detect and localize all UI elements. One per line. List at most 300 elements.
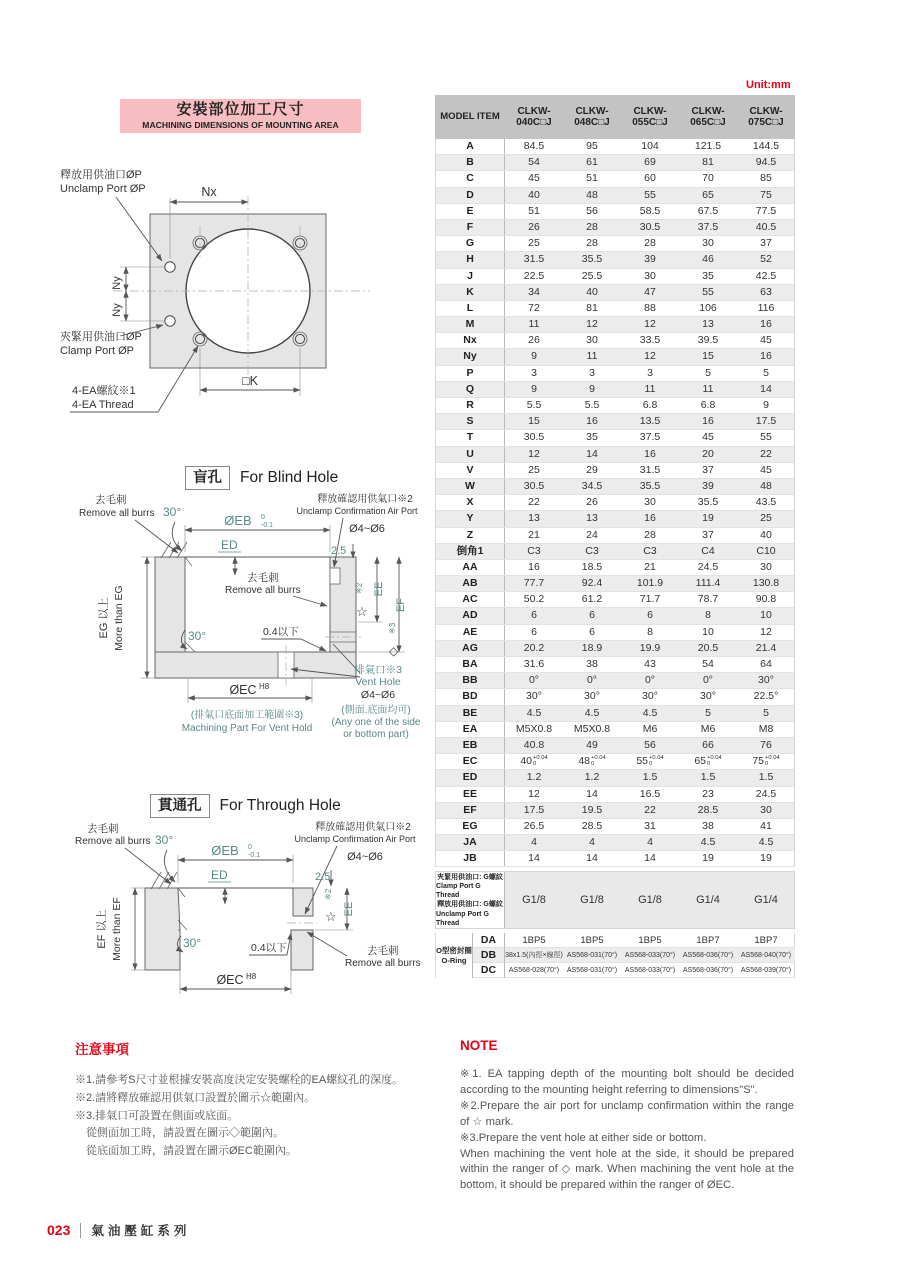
row-value: 12: [760, 625, 772, 638]
note-line-zh: 從底面加工時，請設置在圖示ØEC範圍內。: [75, 1145, 297, 1158]
row-value: 43: [644, 658, 656, 670]
svg-text:Ny: Ny: [111, 276, 123, 290]
row-value: 13: [528, 512, 540, 525]
row-value: 25.5: [581, 269, 603, 282]
row-value: 37: [702, 463, 714, 476]
svg-text:2.5: 2.5: [331, 545, 347, 557]
oring-row-value: 1BP5: [621, 933, 679, 948]
row-value: 18.9: [581, 641, 603, 654]
row-value: 19.9: [639, 641, 661, 654]
angle-30-bottom: [177, 936, 201, 952]
svg-text:More than EF: More than EF: [111, 897, 123, 961]
row-value: 40.8: [523, 738, 545, 751]
svg-text:ED: ED: [221, 538, 238, 552]
row-value: 54: [702, 658, 714, 670]
svg-text:Remove all burrs: Remove all burrs: [75, 836, 151, 847]
table-row: [436, 317, 794, 333]
row-value: 65 +0.04 0: [694, 755, 722, 768]
row-value: 0°: [586, 674, 598, 687]
svg-text:去毛刺: 去毛刺: [247, 572, 279, 584]
footer-divider: [80, 1223, 81, 1238]
table-row: [436, 528, 794, 544]
row-value: 42.5: [755, 269, 777, 282]
row-value: 5: [705, 706, 711, 719]
row-value: 26.5: [523, 819, 545, 832]
model-column-line2: 040C□J: [516, 117, 552, 128]
row-value: 10: [760, 609, 772, 622]
row-value: 35: [586, 431, 598, 444]
deburr-label-top: [75, 822, 174, 884]
row-value: 40: [586, 285, 598, 298]
svg-text:H8: H8: [259, 682, 270, 691]
row-value: 24.5: [755, 787, 777, 800]
row-label: Q: [436, 382, 505, 397]
oring-row-value: 1BP5: [563, 933, 621, 948]
svg-text:Ø4~Ø6: Ø4~Ø6: [349, 523, 385, 535]
row-label: AE: [436, 625, 505, 640]
section-banner: [120, 99, 361, 133]
row-value: 14: [760, 382, 772, 395]
row-value: 34: [528, 285, 540, 298]
dim-2-5: [315, 870, 331, 886]
table-row: [436, 349, 794, 365]
row-value: 144.5: [752, 140, 780, 152]
table-row: [436, 835, 794, 851]
row-value: 10: [702, 625, 714, 638]
row-value: 31.5: [523, 253, 545, 266]
row-label: EC: [436, 754, 505, 769]
row-value: 61: [586, 156, 598, 169]
row-label: A: [436, 139, 505, 154]
row-value: C4: [701, 544, 715, 557]
row-value: 11: [586, 350, 598, 363]
row-value: 20.2: [523, 641, 545, 654]
row-label: AB: [436, 576, 505, 591]
svg-text:☆: ☆: [356, 604, 368, 619]
row-value: 24.5: [697, 560, 719, 573]
row-value: 22: [528, 496, 540, 509]
row-value: 20: [702, 447, 714, 460]
tolerance: +0.04 0: [765, 755, 780, 768]
row-label: AD: [436, 608, 505, 623]
row-value: 11: [528, 318, 540, 331]
svg-text:夾緊用供油口ØP: 夾緊用供油口ØP: [60, 331, 142, 343]
row-value: 6: [647, 609, 653, 622]
mounting-area-drawing: [58, 166, 403, 428]
row-value: C3: [527, 544, 541, 557]
row-value: 21: [644, 560, 656, 573]
table-row: [436, 770, 794, 786]
banner-title-zh: 安裝部位加工尺寸: [176, 101, 305, 119]
g-thread-value: G1/4: [696, 894, 720, 907]
row-value: 22.5°: [753, 690, 779, 703]
tolerance: +0.04 0: [649, 755, 664, 768]
row-value: 51: [528, 204, 540, 217]
row-value: 39: [702, 479, 714, 492]
table-row: [436, 657, 794, 673]
blind-hole-title: For Blind Hole: [240, 469, 339, 486]
dim-ed: [208, 868, 231, 904]
row-value: 6: [531, 609, 537, 622]
row-value: 30°: [700, 690, 716, 703]
table-row: [436, 479, 794, 495]
svg-text:Vent Hole: Vent Hole: [355, 676, 401, 688]
model-column-line1: CLKW-: [691, 105, 725, 117]
row-value: 16: [760, 350, 772, 363]
row-value: 55: [644, 188, 656, 201]
table-row: [436, 641, 794, 657]
svg-text:30°: 30°: [163, 505, 182, 519]
table-row: [436, 155, 794, 171]
row-value: 23: [702, 787, 714, 800]
notes-en-title: NOTE: [460, 1038, 498, 1053]
note-para-en: ※3.Prepare the vent hole at either side or bottom.: [460, 1131, 707, 1144]
under-04-label: [261, 626, 326, 651]
row-value: 19: [702, 852, 714, 865]
row-label: BB: [436, 673, 505, 688]
svg-text:(排氣口底面加工範圍※3): (排氣口底面加工範圍※3): [190, 710, 304, 721]
row-value: 94.5: [755, 156, 777, 169]
dim-ed: [218, 538, 241, 575]
note-para-en: When machining the vent hole at the side, it should be prepared within the ranger of ◇ mark. When machining the vent hole at the bottom, it should be prepared within the ranger of ØEC.: [460, 1147, 794, 1192]
svg-text:◇: ◇: [389, 644, 399, 658]
oring-row-value: AS568-036(70°): [679, 948, 737, 963]
row-value: 38: [702, 819, 714, 832]
svg-text:0.4以下: 0.4以下: [251, 942, 287, 954]
table-row: [436, 576, 794, 592]
row-value: 45: [528, 172, 540, 185]
table-row: [436, 544, 794, 560]
svg-text:EF: EF: [395, 597, 407, 613]
model-column-header: [621, 95, 679, 139]
note-line-zh: 從側面加工時，請設置在圖示◇範圍內。: [75, 1127, 284, 1140]
table-row: [436, 188, 794, 204]
table-row: [436, 269, 794, 285]
table-body: [435, 139, 795, 867]
row-value: 9: [531, 350, 537, 363]
row-value: 60: [644, 172, 656, 185]
row-value: 12: [644, 318, 656, 331]
svg-text:※2: ※2: [324, 888, 333, 900]
table-row: [436, 754, 794, 770]
svg-text:ØEB: ØEB: [211, 843, 239, 858]
svg-text:H8: H8: [246, 972, 257, 981]
row-label: G: [436, 236, 505, 251]
unclamp-port-hole: [165, 262, 175, 272]
row-value: 81: [702, 156, 714, 169]
row-value: 38: [586, 658, 598, 670]
row-value: 3: [531, 366, 537, 379]
svg-text:ØEB: ØEB: [224, 513, 252, 528]
table-row: [436, 447, 794, 463]
row-label: J: [436, 269, 505, 284]
model-column-header: [679, 95, 737, 139]
oring-label-line: O-Ring: [441, 955, 467, 965]
row-value: 3: [647, 366, 653, 379]
row-value: 52: [760, 253, 772, 266]
row-value: 6.8: [642, 399, 658, 411]
row-value: 77.7: [523, 577, 545, 590]
row-value: 5: [763, 706, 769, 719]
model-column-line2: 065C□J: [690, 117, 726, 128]
row-value: 14: [586, 852, 598, 865]
oring-row-value: AS568-033(70°): [621, 963, 679, 978]
table-row: [436, 204, 794, 220]
row-value: 1.5: [642, 771, 658, 784]
row-value: 19.5: [581, 803, 603, 816]
row-label: H: [436, 252, 505, 267]
row-value: 0°: [644, 674, 656, 687]
row-value: 70: [702, 172, 714, 185]
row-value: 54: [528, 156, 540, 169]
tolerance: +0.04 0: [707, 755, 722, 768]
row-value: 4.5: [584, 706, 600, 719]
through-hole-title: For Through Hole: [219, 797, 341, 814]
svg-text:or bottom part): or bottom part): [343, 729, 409, 740]
svg-text:ED: ED: [211, 868, 228, 882]
row-value: 0°: [702, 674, 714, 687]
row-value: 19: [702, 512, 714, 525]
mounting-plate: [113, 196, 370, 386]
oring-label: [436, 933, 473, 978]
table-row: [436, 787, 794, 803]
under-04-label: [249, 933, 291, 955]
row-value: 29: [586, 463, 598, 476]
row-value: 37.5: [697, 220, 719, 233]
row-value: 16: [528, 560, 540, 573]
svg-text:去毛刺: 去毛刺: [95, 494, 127, 506]
row-label: M: [436, 317, 505, 332]
row-value: 25: [528, 237, 540, 250]
row-value: 55: [702, 285, 714, 298]
row-value: 19: [760, 852, 772, 865]
note-line-zh: ※2.請將釋放確認用供氣口設置於圖示☆範圍內。: [75, 1091, 316, 1104]
row-label: P: [436, 366, 505, 381]
row-label: V: [436, 463, 505, 478]
row-value: 17.5: [523, 803, 545, 816]
row-value: 30: [760, 803, 772, 816]
row-value: 63: [760, 285, 772, 298]
row-label: AA: [436, 560, 505, 575]
row-value: 81: [586, 301, 598, 314]
row-value: 18.5: [581, 560, 603, 573]
row-value: M8: [758, 722, 774, 735]
blind-hole-tag: 盲孔: [185, 466, 230, 490]
dim-eb: [185, 513, 330, 552]
svg-text:※2: ※2: [355, 582, 364, 594]
row-label: EB: [436, 738, 505, 753]
table-row: [436, 851, 794, 867]
g-thread-label-line: 夾緊用供油口: G螺紋: [437, 874, 503, 882]
row-value: 30°: [526, 690, 542, 703]
oring-row-value: AS568-040(70°): [737, 948, 795, 963]
svg-text:EE: EE: [343, 901, 355, 917]
row-value: 75: [760, 188, 772, 201]
row-value: 35.5: [581, 253, 603, 266]
row-value: 37: [702, 528, 714, 541]
row-value: 5: [705, 366, 711, 379]
row-value: 21: [528, 528, 540, 541]
row-value: 64: [760, 658, 772, 670]
svg-text:※3: ※3: [388, 622, 397, 634]
row-value: 26: [528, 220, 540, 233]
row-label: EE: [436, 787, 505, 802]
row-value: 21.4: [755, 641, 777, 654]
svg-text:EE: EE: [373, 581, 385, 597]
row-value: 45: [760, 334, 772, 347]
row-value: 92.4: [581, 577, 603, 590]
note-para-en: ※2.Prepare the air port for unclamp confirmation within the range of ☆ mark.: [460, 1099, 794, 1128]
row-value: 12: [644, 350, 656, 363]
row-value: 5.5: [584, 399, 600, 411]
row-value: 111.4: [695, 577, 721, 590]
row-value: 30°: [642, 690, 658, 703]
table-row: [436, 236, 794, 252]
row-value: 6: [589, 609, 595, 622]
row-value: 6: [589, 625, 595, 638]
row-value: 55 +0.04 0: [636, 755, 664, 768]
row-value: 43.5: [755, 496, 777, 509]
svg-text:Unclamp Confirmation Air Port: Unclamp Confirmation Air Port: [296, 506, 418, 516]
row-value: 6: [531, 625, 537, 638]
row-value: 30°: [758, 674, 774, 687]
svg-text:EG 以上: EG 以上: [98, 597, 110, 639]
g-thread-label-line: Unclamp Port G Thread: [436, 910, 489, 927]
row-value: 75 +0.04 0: [752, 755, 780, 768]
row-value: 40.5: [755, 220, 777, 233]
row-label: K: [436, 285, 505, 300]
diamond-mark: [388, 622, 399, 658]
oring-row-label: DA: [473, 933, 505, 948]
oring-row-label: DB: [473, 948, 505, 963]
svg-text:30°: 30°: [183, 936, 202, 950]
row-value: 3: [589, 366, 595, 379]
svg-text:Ø4~Ø6: Ø4~Ø6: [360, 689, 396, 701]
row-value: 6.8: [700, 399, 716, 411]
through-hole-section-label: [150, 794, 341, 818]
row-label: Nx: [436, 333, 505, 348]
row-value: 12: [586, 318, 598, 331]
row-label: C: [436, 171, 505, 186]
table-row: [436, 738, 794, 754]
row-value: 104: [641, 140, 659, 152]
row-value: 25: [760, 512, 772, 525]
table-row: [436, 803, 794, 819]
g-thread-label: [436, 872, 505, 928]
g-thread-value: G1/8: [580, 894, 604, 907]
oring-row-value: AS568-028(70°): [505, 963, 563, 978]
row-value: 39: [644, 253, 656, 266]
air-port-label: [296, 492, 418, 567]
row-value: 69: [644, 156, 656, 169]
row-value: 72: [528, 301, 540, 314]
banner-title-en: MACHINING DIMENSIONS OF MOUNTING AREA: [142, 119, 339, 130]
oring-row-value: 38x1.5(內徑×線徑): [505, 948, 563, 963]
row-value: 14: [586, 787, 598, 800]
svg-text:Unclamp Port ØP: Unclamp Port ØP: [60, 183, 146, 195]
svg-text:釋放確認用供氣口※2: 釋放確認用供氣口※2: [315, 822, 411, 833]
deburr-label-inner: [225, 571, 327, 606]
through-hole-drawing: [75, 820, 435, 1020]
row-value: 28: [644, 528, 656, 541]
row-value: 78.7: [697, 593, 719, 606]
row-value: 33.5: [639, 334, 661, 347]
svg-text:30°: 30°: [155, 833, 174, 847]
svg-text:☆: ☆: [325, 909, 337, 924]
model-column-line1: CLKW-: [517, 105, 551, 117]
oring-row-value: AS568-036(70°): [679, 963, 737, 978]
clamp-port-hole: [165, 316, 175, 326]
row-value: 71.7: [639, 593, 661, 606]
row-label: Y: [436, 511, 505, 526]
star-mark: [324, 888, 337, 924]
row-value: 56: [586, 204, 598, 217]
oring-label-line: O型密封圈: [436, 946, 472, 956]
svg-text:(Any one of the side: (Any one of the side: [331, 717, 421, 728]
row-value: 26: [586, 496, 598, 509]
model-item-header: MODEL ITEM: [440, 110, 500, 122]
table-row: [436, 722, 794, 738]
notes-en: [460, 1038, 794, 1194]
deburr-label-top: [79, 493, 178, 553]
model-column-line1: CLKW-: [749, 105, 783, 117]
row-value: 13: [586, 512, 598, 525]
row-value: 11: [702, 382, 714, 395]
row-value: 30.5: [523, 479, 545, 492]
row-value: 76: [760, 738, 772, 751]
row-value: 9: [531, 382, 537, 395]
model-column-line2: 055C□J: [632, 117, 668, 128]
table-row: [436, 511, 794, 527]
table-row: [436, 366, 794, 382]
through-hole-tag: 貫通孔: [150, 794, 210, 818]
row-label: BD: [436, 689, 505, 704]
row-value: 28.5: [697, 803, 719, 816]
model-column-header: [737, 95, 795, 139]
row-label: W: [436, 479, 505, 494]
oring-row-value: 1BP5: [505, 933, 563, 948]
row-value: 20.5: [697, 641, 719, 654]
row-value: 24: [586, 528, 598, 541]
row-value: 16: [760, 318, 772, 331]
table-row: [436, 414, 794, 430]
table-row: [436, 333, 794, 349]
model-column-line2: 075C□J: [748, 117, 784, 128]
table-row: [436, 560, 794, 576]
row-value: 1.2: [584, 771, 600, 784]
row-value: 9: [589, 382, 595, 395]
row-value: 30: [760, 560, 772, 573]
row-value: M6: [642, 722, 658, 735]
table-row: [436, 608, 794, 624]
row-value: 30: [586, 334, 598, 347]
dim-ec: [180, 971, 291, 994]
row-value: 8: [705, 609, 711, 622]
dim-2-5: [331, 544, 353, 558]
page-footer: [47, 1221, 190, 1239]
row-value: 40: [528, 188, 540, 201]
row-value: 16.5: [639, 787, 661, 800]
row-value: 28: [644, 237, 656, 250]
row-value: 16: [702, 415, 714, 428]
dim-ef: [94, 888, 145, 970]
row-label: B: [436, 155, 505, 170]
row-value: 130.8: [752, 577, 780, 590]
table-row: [436, 625, 794, 641]
oring-row-value: AS568-031(70°): [563, 963, 621, 978]
row-value: 31.6: [523, 658, 545, 670]
note-para-en: ※1. EA tapping depth of the mounting bolt should be decided according to the mounting height referring to dimensions"S".: [460, 1068, 794, 1096]
